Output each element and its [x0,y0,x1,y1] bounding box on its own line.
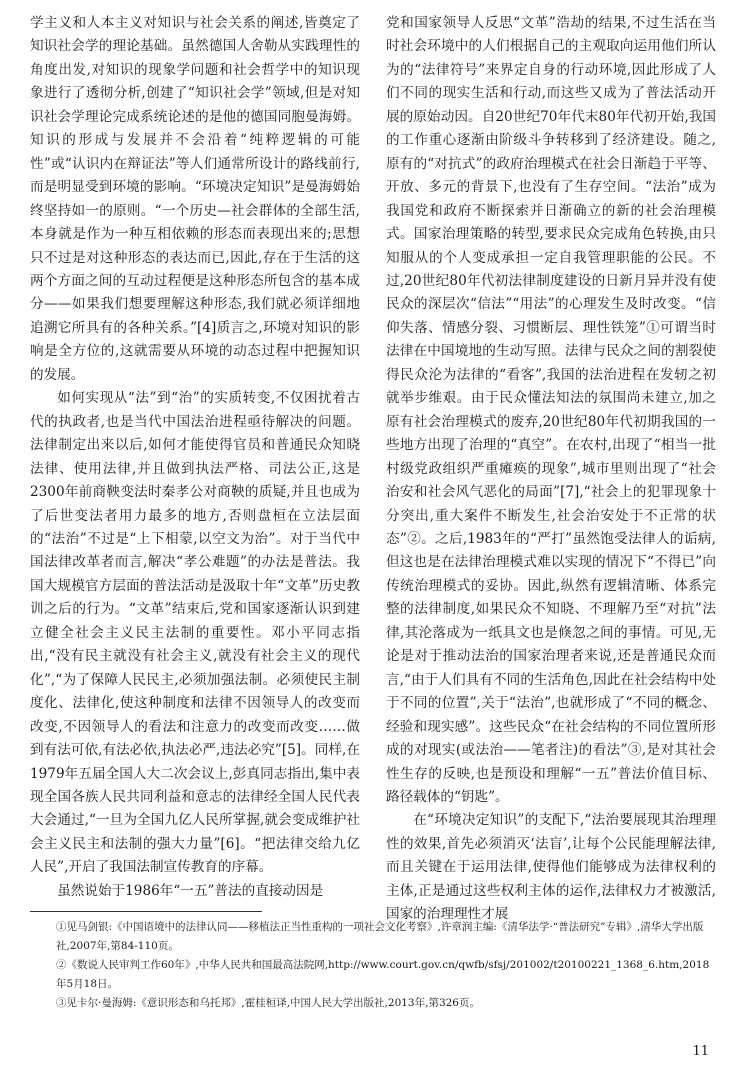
paragraph: 党和国家领导人反思“文革”浩劫的结果,不过生活在当时社会环境中的人们根据自己的主观取向运用他们所认为的“法律符号”来界定自身的行动环境,因此形成了人们不同的现实生活和行动,而这些又成为了普法活动开展的原始动因。自20世纪70年代末80年代初开始,我国的工作重心逐渐由阶级斗争转移到了经济建设。随之,原有的“对抗式”的政府治理模式在社会日渐趋于平等、开放、多元的背景下,也没有了生存空间。“法治”成为我国党和政府不断探索并日渐确立的新的社会治理模式。国家治理策略的转型,要求民众完成角色转换,由只知服从的个人变成承担一定自我管理职能的公民。不过,20世纪80年代初法律制度建设的日新月异并没有使民众的深层次“信法”“用法”的心理发生及时改变。“信仰失落、情感分裂、习惯断层、理性铁笼”①可谓当时法律在中国境地的生动写照。法律与民众之间的割裂使得民众沦为法律的“看客”,我国的法治进程在发轫之初就举步维艰。由于民众懂法知法的氛围尚未建立,加之原有社会治理模式的废弃,20世纪80年代初期我国的一些地方出现了治理的“真空”。在农村,出现了“相当一批村级党政组织严重瘫痪的现象”,城市里则出现了“社会治安和社会风气恶化的局面”[7],“社会上的犯罪现象十分突出,重大案件不断发生,社会治安处于不正常的状态”②。之后,1983年的“严打”虽然饱受法律人的诟病,但这也是在法律治理模式难以实现的情况下“不得已”向传统治理模式的妥协。因此,纵然有逻辑清晰、体系完整的法律制度,如果民众不知晓、不理解乃至“对抗”法律,其沦落成为一纸具文也是倏忽之间的事情。可见,无论是对于推动法治的国家治理者来说,还是普通民众而言,“由于人们具有不同的生活角色,因此在社会结构中处于不同的位置”,关于“法治”,也就形成了“不同的概念、经验和现实感”。这些民众“在社会结构的不同位置所形成的对现实(或法治——笔者注)的看法”③,是对其社会性生存的反映,也是预设和理解“一五”普法价值目标、路径载体的“钥匙”。 [386,15,716,805]
page-number: 11 [692,1044,709,1059]
footnote-divider [30,911,262,912]
footnotes [30,918,716,1013]
footnote: ③见卡尔·曼海姆:《意识形态和乌托邦》,霍桂桓译,中国人民大学出版社,2013年,第326页。 [56,997,480,1009]
paragraph: 在“环境决定知识”的支配下,“法治要展现其治理理性的效果,首先必须消灭‘法盲’,让每个公民能理解法律,而且关键在于运用法律,使得他们能够成为法律权利的主体,正是通过这些权利主体的运作,法律权力才被激活,国家的治理理性才展 [386,812,716,923]
footnote: ②《数说人民审判工作60年》,中华人民共和国最高法院网,http://www.court.gov.cn/qwfb/sfsj/201002/t20100221_1368_6.htm,2018年5月18日。 [56,959,710,990]
paragraph: 学主义和人本主义对知识与社会关系的阐述,皆奠定了知识社会学的理论基础。虽然德国人舍勒从实践理性的角度出发,对知识的现象学问题和社会哲学中的知识现象进行了透彻分析,创建了“知识社会学”领域,但是对知识社会学理论完成系统论述的是他的德国同胞曼海姆。知识的形成与发展并不会沿着“纯粹逻辑的可能性”或“认识内在辩证法”等人们通常所设计的路线前行,而是明显受到环境的影响。“环境决定知识”是曼海姆始终坚持如一的原则。“一个历史—社会群体的全部生活,本身就是作为一种互相依赖的形态而表现出来的;思想只不过是对这种形态的表达而已,因此,存在于生活的这两个方面之间的互动过程便是这种形态所包含的基本成分——如果我们想要理解这种形态,我们就必须详细地追溯它所具有的各种关系。”[4]质言之,环境对知识的影响是全方位的,这就需要从环境的动态过程中把握知识的发展。 [30,15,360,383]
paragraph: 如何实现从“法”到“治”的实质转变,不仅困扰着古代的执政者,也是当代中国法治进程亟待解决的问题。法律制定出来以后,如何才能使得官员和普通民众知晓法律、使用法律,并且做到执法严格、司法公正,这是2300年前商鞅变法时秦孝公对商鞅的质疑,并且也成为了后世变法者用力最多的地方,否则盘桓在立法层面的“法治”不过是“上下相蒙,以空文为治”。对于当代中国法律改革者而言,解决“孝公难题”的办法是普法。我国大规模官方层面的普法活动是汲取十年“文革”历史教训之后的行为。“文革”结束后,党和国家逐渐认识到建立健全社会主义民主法制的重要性。邓小平同志指出,“没有民主就没有社会主义,就没有社会主义的现代化”,“为了保障人民民主,必须加强法制。必须使民主制度化、法律化,使这种制度和法律不因领导人的改变而改变,不因领导人的看法和注意力的改变而改变……做到有法可依,有法必依,执法必严,违法必究”[5]。同样,在1979年五届全国人大二次会议上,彭真同志指出,集中表现全国各族人民共同利益和意志的法律经全国人民代表大会通过,“一旦为全国九亿人民所掌握,就会变成维护社会主义民主和法制的强大力量”[6]。“把法律交给九亿人民”,开启了我国法制宣传教育的序幕。 [30,390,360,876]
right-column [386,12,716,927]
paragraph: 虽然说始于1986年“一五”普法的直接动因是 [57,882,324,899]
footnote: ①见马剑银:《中国语境中的法律认同——移植法正当性重构的一项社会文化考察》,许章润主编:《清华法学·“普法研究”专辑》,清华大学出版社,2007年,第84-110页。 [56,921,704,952]
left-column [30,12,360,903]
